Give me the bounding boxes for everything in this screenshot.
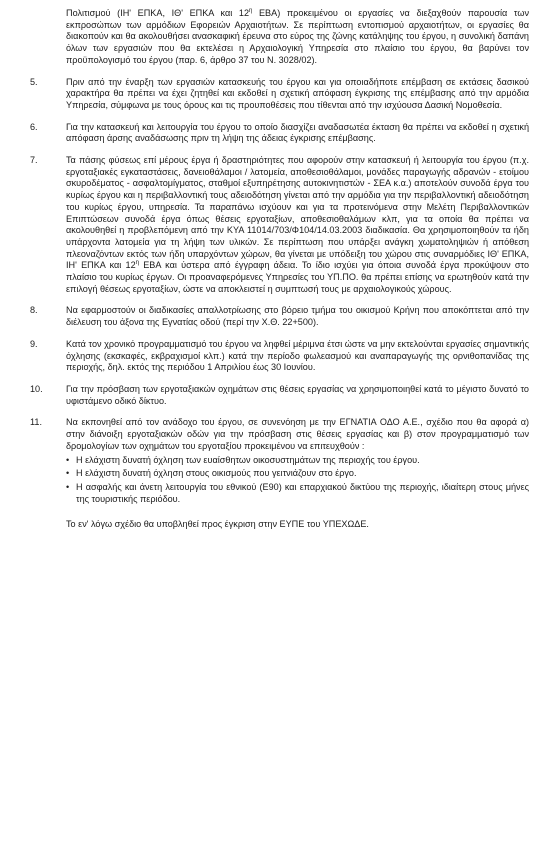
item-text: Πριν από την έναρξη των εργασιών κατασκευής του έργου και για οποιαδήποτε επέμβαση σε εκτάσεις δασικού χαρακτήρα θα πρέπει να έχει ζητηθεί και εκδοθεί η σχετική απόφαση έγκρισης της επέμβασης από την αρμόδια Υπηρεσία, σύμφωνα με τους όρους και τις προυποθέσεις που τίθενται από την ισχύουσα Δασική Νομοθεσία. xyxy=(66,76,529,110)
bullet-text: Η ασφαλής και άνετη λειτουργία του εθνικού (Ε90) και επαρχιακού δικτύου της περιοχής, ιδιαίτερη στους μήνες της τουριστικής περιόδου. xyxy=(76,481,529,504)
item-number: 7. xyxy=(30,155,38,166)
intro-text-part1: Πολιτισμού (ΙΗ' ΕΠΚΑ, ΙΘ' ΕΠΚΑ και 12 xyxy=(66,8,249,18)
item-6 xyxy=(30,122,529,145)
bullet-list xyxy=(66,455,529,506)
item-text: Να εκπονηθεί από τον ανάδοχο του έργου, σε συνενόηση με την ΕΓΝΑΤΙΑ ΟΔΟ Α.Ε., σχέδιο που θα αφορά α) στην διάνοιξη εργοταξιακών οδών για την πρόσβαση στις θέσεις εργασίας και β) στον προγραμματισμό των δρομολογίων των οχημάτων του εργοταξίου προκειμένου να επιτευχθούν : xyxy=(66,417,529,451)
intro-text-part2: ΕΒΑ) προκειμένου οι εργασίες να διεξαχθούν παρουσία των εκπροσώπων των αρμόδιων Εφορειών Αρχαιοτήτων. Σε περίπτωση εντοπισμού αρχαιοτήτων, οι εργασίες θα διακοπούν και θα ακολουθήσει ανασκαφική έρευνα στο εύρος της ζώνης κατάληψης του έργου, η συνολική δαπάνη όλων των εργασιών που θα εκτελέσει η Αρχαιολογική Υπηρεσία στο πλαίσιο του έργου, θα βαρύνει τον προϋπολογισμό του έργου (παρ. 6, άρθρο 37 του Ν. 3028/02). xyxy=(66,8,529,65)
item-5 xyxy=(30,77,529,112)
item-number: 5. xyxy=(30,76,38,87)
bullet-item xyxy=(66,455,529,467)
item-text: Να εφαρμοστούν οι διαδικασίες απαλλοτρίωσης στο βόρειο τμήμα του οικισμού Κρήνη που αποκόπτεται από την διέλευση του άξονα της Εγνατίας οδού (περί την Χ.Θ. 22+500). xyxy=(66,305,529,328)
item-number: 6. xyxy=(30,121,38,132)
item-number: 8. xyxy=(30,305,38,316)
intro-paragraph xyxy=(66,8,529,67)
item-7 xyxy=(30,155,529,295)
item-text: Για την πρόσβαση των εργοταξιακών οχημάτων στις θέσεις εργασίας να χρησιμοποιηθεί κατά το μέγιστο δυνατό το υφιστάμενο οδικό δίκτυο. xyxy=(66,383,529,406)
closing-paragraph: Το εν' λόγω σχέδιο θα υποβληθεί προς έγκριση στην ΕΥΠΕ του ΥΠΕΧΩΔΕ. xyxy=(66,519,369,530)
item-text: Κατά τον χρονικό προγραμματισμό του έργου να ληφθεί μέριμνα έτσι ώστε να μην εκτελούνται εργασίες σημαντικής όχλησης (εκσκαφές, εκβραχισμοί κλπ.) κατά την περίοδο φωλεασμού και αναπαραγωγής της ορνιθοπανίδας της περιοχής, δηλ. εκτός της περιόδου 1 Απριλίου έως 30 Ιουνίου. xyxy=(66,338,529,373)
bullet-dot-icon: • xyxy=(66,454,70,465)
bullet-item xyxy=(66,482,529,505)
item-number: 9. xyxy=(30,338,38,349)
item-7-superscript: η xyxy=(135,260,139,267)
item-7-text-part1: Τα πάσης φύσεως επί μέρους έργα ή δραστηριότητες που αφορούν στην κατασκευή ή λειτουργία του έργου (π.χ. εργοταξιακές εγκαταστάσεις, δανειοθάλαμοι / λατομεία, αποθεσιοθάλαμοι, μονάδες παραγωγής αδρανών - ετοίμου σκυροδέματος - ασφαλτομίγματος, σταθμοί εξυπηρέτησης αυτοκινητιστών - ΣΕΑ κ.α.) αποτελούν συνοδά έργα του κυρίως έργου και η περιβαλλοντική τους αδειοδότηση γίνεται από την αρμόδια για την περιβαλλοντική αδειοδότηση του κυρίως έργου, υπηρεσία. Τα παραπάνω ισχύουν και για τα προτεινόμενα στην Μελέτη Περιβαλλοντικών Επιπτώσεων συνοδά έργα όπως θέσεις εργοταξίων, αποθεσιοθαλάμων κλπ, για τα οποία θα πρέπει να ακολουθηθεί η προβλεπόμενη από την ΚΥΑ 11014/703/Φ104/14.03.2003 διαδικασία. Θα χρησιμοποιηθούν τα ήδη υπάρχοντα λατομεία για τη λήψη των υλικών. Σε περίπτωση που υπάρξει ανάγκη χωματοληψιών ή απόθεση πλεοναζόντων εκτός των ήδη υπαρχόντων χώρων, θα γίνεται με υπόδειξη του χώρου στις συναρμόδιες ΙΘ' ΕΠΚΑ, ΙΗ' ΕΠΚΑ και 12 xyxy=(66,155,529,271)
item-7-text-part2: ΕΒΑ και ύστερα από έγγραφη άδεια. Το ίδιο ισχύει για όποια συνοδά έργα προκύψουν στο πλαίσιο του κυρίως έργων. Οι προαναφερόμενες Υπηρεσίες του ΥΠ.ΠΟ. θα πρέπει επίσης να ερωτηθούν κατά την επιλογή θέσεως εργοταξίων, ώστε να αποκλειστεί η συμπτωσή τους με αρχαιολογικούς χώρους. xyxy=(66,260,529,294)
item-number: 11. xyxy=(30,417,42,428)
intro-superscript: η xyxy=(249,7,253,14)
bullet-text: Η ελάχιστη δυνατή όχληση των ευαίσθητων οικοσυστημάτων της περιοχής του έργου. xyxy=(76,454,420,465)
item-10 xyxy=(30,384,529,407)
item-number: 10. xyxy=(30,383,43,394)
item-11 xyxy=(30,417,529,507)
bullet-dot-icon: • xyxy=(66,481,70,492)
item-9 xyxy=(30,339,529,374)
item-text: Για την κατασκευή και λειτουργία του έργου το οποίο διασχίζει αναδασωτέα έκταση θα πρέπει να εκδοθεί η σχετική απόφαση άρσης αναδάσωσης πριν τη λήψη της άδειας έγκρισης επέμβασης. xyxy=(66,121,529,144)
item-text xyxy=(66,155,529,295)
bullet-dot-icon: • xyxy=(66,468,70,479)
bullet-item xyxy=(66,468,529,480)
item-8 xyxy=(30,305,529,328)
bullet-text: Η ελάχιστη δυνατή όχληση στους οικισμούς που γειτνιάζουν στο έργο. xyxy=(76,468,357,479)
